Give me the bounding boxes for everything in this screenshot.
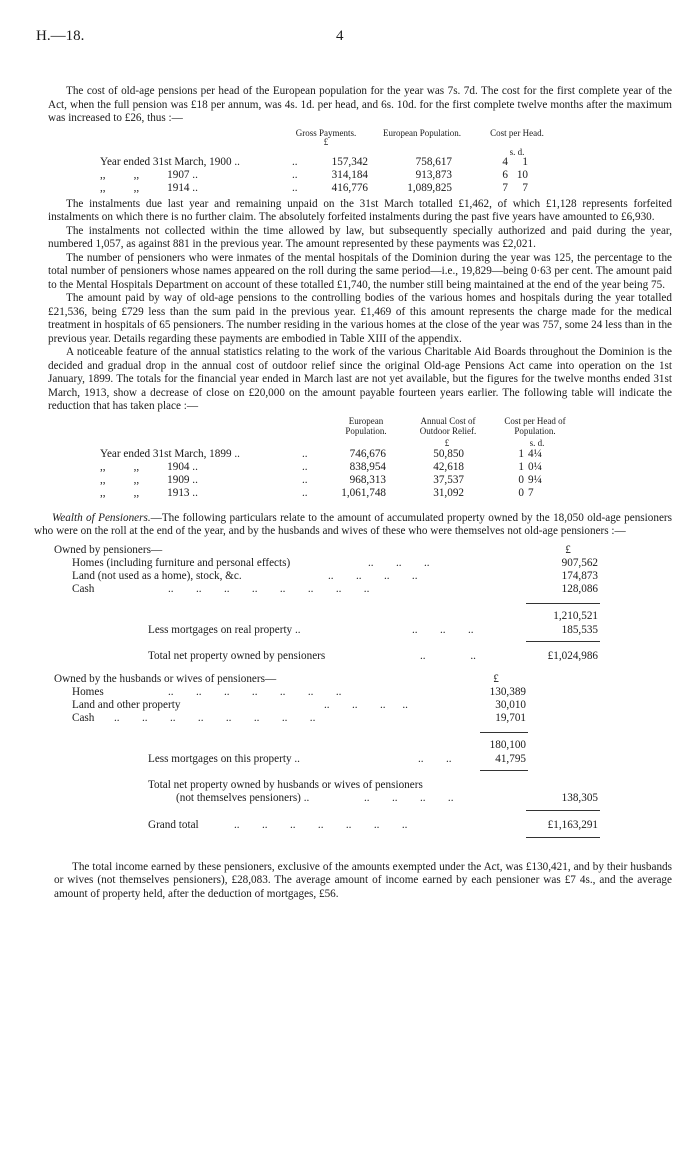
table-cell-payments: 416,776 (331, 181, 368, 194)
paragraph-cost-per-head: The cost of old-age pensions per head of the European population for the year was 7s. 7d. The cost for the first complete year of the Act, when the full pension was £18 per annum, was 4s. 1d. per head, and 6s. 10d. for the first complete twelve months after the maximum was increased to £26, thus :— (48, 85, 672, 124)
table-cell-relief: 42,618 (433, 460, 464, 473)
table-cell-population: 838,954 (349, 460, 386, 473)
item-label: Cash (72, 711, 95, 724)
table-cell-population: 913,873 (415, 168, 452, 181)
table-cell-population: 968,313 (349, 473, 386, 486)
sum-rule (526, 641, 600, 642)
table-cell-payments: 314,184 (331, 168, 368, 181)
table-cell-shillings: 4 (502, 155, 508, 168)
sum-rule (526, 603, 600, 604)
sum-rule (480, 770, 528, 771)
item-label: Homes (including furniture and personal effects) (72, 556, 291, 569)
col-gross-payments-header: Gross Payments. (295, 127, 357, 138)
table-cell-relief: 37,537 (433, 473, 464, 486)
paragraph-charitable-aid: A noticeable feature of the annual statistics relating to the work of the various Charitable Aid Boards throughout the Dominion is the decided and gradual drop in the annual cost of outdoor relief since the original Old-age Pensions Act came into operation on the 1st January, 1899. The totals for the financial year ended in March last are not yet available, but the figures for the twelve months ended 31st March, 1913, show a decrease of close on £20,000 on the amount payable fourteen years earlier. The following table will indicate the reduction that has taken place :— (48, 346, 672, 412)
page-number: 4 (336, 28, 344, 44)
table-cell-pence: 7 (522, 181, 528, 194)
total-pensioners-label: Total net property owned by pensioners (148, 649, 326, 662)
cost-per-head-table: Gross Payments. European Population. Cost per Head. £ s. d. Year ended 31st March, 1900 .. .. 157,342 758,617 4 1 ,, ,, 1907 .. .. 314,184 913,873 6 10 ,, ,, 1914 .. .. 416,776 1,089,825 7 7 (48, 126, 672, 188)
section-heading: Wealth of Pensioners. (52, 511, 151, 524)
unit-shillings-pence: s. d. (509, 146, 525, 157)
unit-pounds: £ (493, 672, 499, 685)
table-row-label: ,, ,, 1904 .. (100, 460, 198, 473)
paragraph-late-instalments: The instalments not collected within the time allowed by law, but subsequently specially authorized and paid during the year, numbered 1,057, as against 881 in the previous year. The amount represented by these payments was £2,021. (48, 224, 672, 250)
table-cell-population: 746,676 (349, 447, 386, 460)
table-cell-shillings: 1 (518, 447, 524, 460)
table-cell-relief: 31,092 (433, 486, 464, 499)
total-spouses-label: Total net property owned by husbands or wives of pensioners (148, 778, 423, 791)
col-cost-per-head-header: Cost per Head. (490, 127, 544, 138)
less-mortgages-label: Less mortgages on real property .. (148, 623, 301, 636)
col-european-population-header: European Population. (345, 415, 387, 436)
table-row-label: ,, ,, 1914 .. (100, 181, 198, 194)
table-row-label: ,, ,, 1909 .. (100, 473, 198, 486)
item-label: Cash (72, 582, 95, 595)
unit-shillings-pence: s. d. (529, 437, 545, 448)
table-row-label: ,, ,, 1907 .. (100, 168, 198, 181)
table-cell-shillings: 1 (518, 460, 524, 473)
document-code: H.—18. (36, 28, 85, 44)
table-cell-pence: 7 (528, 486, 534, 499)
paragraph-wealth-of-pensioners (34, 512, 672, 539)
paragraph-mental-hospitals: The number of pensioners who were inmates of the mental hospitals of the Dominion during the year was 125, the percentage to the total number of pensioners whose names appeared on the roll during the same period—i.e., 19,829—being 0·63 per cent. The amount paid to the Mental Hospitals Department on account of these totalled £1,740, the number still being maintained at the end of the year being 75. (48, 251, 672, 291)
sum-rule (526, 837, 600, 838)
table-cell-shillings: 0 (518, 486, 524, 499)
unit-pounds: £ (444, 437, 450, 448)
paragraph-wealth-text: —The following particulars relate to the amount of accumulated property owned by the 18,050 old-age pensioners who were on the roll at the end of the year, and by the husbands and wives of these who were themselves not old-age pensioners :— (34, 511, 672, 537)
table-row-label: Year ended 31st March, 1899 .. (100, 447, 240, 460)
item-value: 907,562 (561, 556, 598, 569)
paragraph-income-earned: The total income earned by these pensioners, exclusive of the amounts exempted under the Act, was £130,421, and by their husbands or wives (not themselves pensioners), £28,083. The average amount of income earned by each pensioner was £7 4s., and the average amount of property held, after the deduction of mortgages, £56. (54, 860, 672, 900)
grand-total-label: Grand total (148, 818, 199, 831)
unit-pounds: £ (323, 136, 329, 147)
table-cell-shillings: 0 (518, 473, 524, 486)
sum-rule (526, 810, 600, 811)
item-label: Land and other property (72, 698, 181, 711)
table-cell-pence: 0¼ (528, 460, 542, 473)
item-value: 128,086 (561, 582, 598, 595)
item-label: Land (not used as a home), stock, &c. (72, 569, 242, 582)
item-value: 19,701 (495, 711, 526, 724)
item-value: 30,010 (495, 698, 526, 711)
table-cell-payments: 157,342 (331, 155, 368, 168)
less-mortgages-value: 41,795 (495, 752, 526, 765)
total-spouses-value: 138,305 (561, 791, 598, 804)
table-cell-shillings: 6 (502, 168, 508, 181)
outdoor-relief-table: European Population. Annual Cost of Outdoor Relief. Cost per Head of Population. £ s. d. Year ended 31st March, 1899 .. .. 746,676 50,850 1 4¼ ,, ,, 1904 .. .. 838,954 42,618 1 0¼ ,, ,, 1909 .. .. 968,313 37,537 0 9¼ ,, ,, 1913 .. .. 1,061,748 31,092 0 7 (48, 414, 672, 494)
table-cell-population: 758,617 (415, 155, 452, 168)
sum-rule (480, 732, 528, 733)
paragraph-unpaid-instalments: The instalments due last year and remaining unpaid on the 31st March totalled £1,462, of which £1,128 represents forfeited instalments on which there is no further claim. The absolutely forfeited instalments during the past five years have amounted to £6,930. (48, 197, 672, 223)
col-outdoor-relief-header: Annual Cost of Outdoor Relief. (419, 415, 477, 436)
grand-total-value: £1,163,291 (547, 818, 598, 831)
table-row-label: Year ended 31st March, 1900 .. (100, 155, 240, 168)
paragraph-homes-hospitals: The amount paid by way of old-age pensions to the controlling bodies of the various homes and hospitals during the year totalled £21,536, being £729 less than the sum paid in the previous year. £1,469 of this amount represents the charge made for the medical treatment in hospitals of 65 pensioners. The number residing in the various homes at the close of the year was 757, some 24 less than in the previous year. Details regarding these payments are embodied in Table XIII of the appendix. (48, 292, 672, 345)
table-cell-relief: 50,850 (433, 447, 464, 460)
col-european-population-header: European Population. (383, 127, 461, 138)
subtotal-value: 1,210,521 (553, 609, 598, 622)
wealth-table: Owned by pensioners— £ Homes (including furniture and personal effects) .. .. .. 907,562 Land (not used as a home), stock, &c. .. .. .. .. 174,873 Cash .. .. .. .. .. .. .. .. 128,086 1,210,521 Less mortgages on real property .. .. .. .. 185,535 Total net property owned by pensioners .. .. £1,024,986 Owned by the husbands or wives of pensioners— £ Homes .. .. .. .. .. .. .. 130,389 Land and other property .. .. .. .. 30,010 Cash .. .. .. .. .. .. .. .. 19,701 180,100 Less mortgages on this property .. .. .. 41,795 Total net property owned by husbands or wives of pensioners (not themselves pensioners) .. .. .. .. .. 138,305 Grand total .. .. .. .. .. .. .. £1,163,291 The total income earned by these pensioners, exclusive of the amounts exempted under the Act, was £130,421, and by their husbands or wives (not themselves pensioners), £28,083. The average amount of income earned by each pensioner was £7 4s., and the average amount of property held, after the deduction of mortgages, £56. (54, 543, 672, 900)
table-row-label: ,, ,, 1913 .. (100, 486, 198, 499)
subtotal-value: 180,100 (489, 738, 526, 751)
col-cost-per-head-header: Cost per Head of Population. (504, 415, 566, 436)
table-cell-pence: 9¼ (528, 473, 542, 486)
table-cell-population: 1,089,825 (407, 181, 452, 194)
less-mortgages-label: Less mortgages on this property .. (148, 752, 300, 765)
owned-by-spouses-heading: Owned by the husbands or wives of pensioners— (54, 672, 277, 685)
table-cell-pence: 10 (516, 168, 528, 181)
table-cell-pence: 4¼ (528, 447, 542, 460)
item-value: 130,389 (489, 685, 526, 698)
item-label: Homes (72, 685, 104, 698)
owned-by-pensioners-heading: Owned by pensioners— (54, 543, 163, 556)
table-cell-pence: 1 (522, 155, 528, 168)
document-body (34, 85, 672, 909)
item-value: 174,873 (561, 569, 598, 582)
table-cell-shillings: 7 (502, 181, 508, 194)
total-pensioners-value: £1,024,986 (547, 649, 598, 662)
less-mortgages-value: 185,535 (561, 623, 598, 636)
table-cell-population: 1,061,748 (341, 486, 386, 499)
unit-pounds: £ (565, 543, 571, 556)
total-spouses-label-continued: (not themselves pensioners) .. (176, 791, 310, 804)
